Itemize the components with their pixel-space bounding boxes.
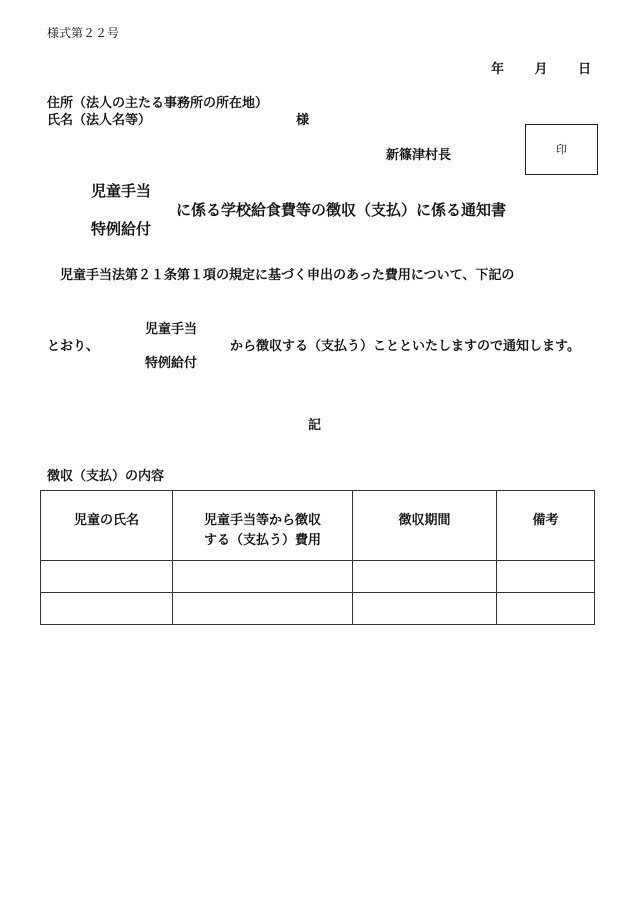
table-cell	[41, 593, 173, 625]
ki-heading: 記	[308, 418, 322, 433]
seal-label: 印	[556, 143, 567, 156]
table-row	[41, 561, 595, 593]
header-period: 徴収期間	[353, 491, 497, 561]
date-day: 日	[578, 62, 592, 77]
header-remarks: 備考	[497, 491, 595, 561]
content-table	[40, 490, 595, 625]
title-option-bottom: 特例給付	[91, 220, 152, 238]
table-cell	[173, 593, 353, 625]
body-option-bottom: 特例給付	[145, 356, 198, 371]
honorific: 様	[296, 113, 310, 128]
section-title: 徴収（支払）の内容	[47, 469, 165, 484]
table-cell	[353, 561, 497, 593]
date-month: 月	[534, 62, 548, 77]
document-title: に係る学校給食費等の徴収（支払）に係る通知書	[176, 201, 507, 219]
sender-title: 新篠津村長	[386, 148, 452, 163]
header-fee: 児童手当等から徴収 する（支払う）費用	[173, 491, 353, 561]
seal-box	[525, 124, 598, 175]
table-cell	[497, 593, 595, 625]
table-cell	[353, 593, 497, 625]
title-option-top: 児童手当	[91, 182, 152, 200]
table-cell	[173, 561, 353, 593]
body-line-2-prefix: とおり、	[47, 339, 100, 354]
body-line-1: 児童手当法第２１条第１項の規定に基づく申出のあった費用について、下記の	[60, 268, 515, 283]
table-row	[41, 593, 595, 625]
table-cell	[41, 561, 173, 593]
header-child-name: 児童の氏名	[41, 491, 173, 561]
name-label: 氏名（法人名等）	[47, 113, 152, 128]
date-line	[491, 58, 591, 77]
form-number: 様式第２２号	[47, 26, 120, 40]
table-cell	[497, 561, 595, 593]
table-header-row	[41, 491, 595, 561]
date-year: 年	[491, 62, 505, 77]
body-line-2-suffix: から徴収する（支払う）ことといたしますので通知します。	[230, 339, 580, 354]
body-option-top: 児童手当	[145, 322, 198, 337]
address-label: 住所（法人の主たる事務所の所在地）	[47, 96, 269, 111]
